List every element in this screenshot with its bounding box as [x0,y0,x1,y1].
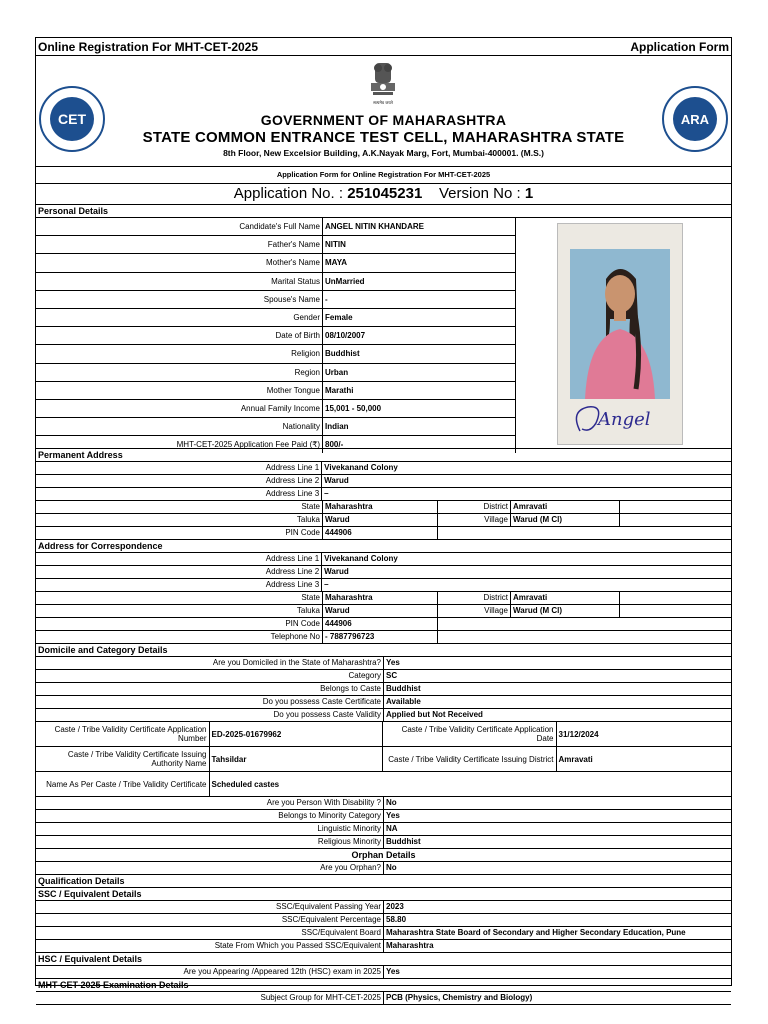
personal-row [36,236,516,254]
domicile-label: Are you Domiciled in the State of Maharashtra? [36,657,384,669]
personal-row [36,418,516,436]
personal-row [36,254,516,272]
personal-label: Father's Name [36,236,323,253]
domicile-value: Buddhist [386,684,421,693]
ssc-row [36,940,731,953]
ssc-label: State From Which you Passed SSC/Equivalent [36,940,384,952]
ssc-row [36,901,731,914]
candidate-signature [566,399,676,443]
signature-text: Angel [598,409,651,430]
personal-value: Indian [323,418,516,435]
minority-rows [36,797,731,849]
personal-value: UnMarried [323,273,516,290]
hsc-rows [36,966,731,979]
personal-row [36,309,516,327]
perm-taluka-row: Taluka Warud Village Warud (M Cl) [36,514,731,527]
ssc-value: 2023 [386,902,404,911]
correspondence-heading: Address for Correspondence [36,540,731,553]
caste-validity-name-row: Name As Per Caste / Tribe Validity Certificate Scheduled castes [36,772,731,797]
minority-value: NA [386,824,398,833]
ssc-rows [36,901,731,953]
personal-row [36,327,516,345]
personal-row [36,273,516,291]
government-title: GOVERNMENT OF MAHARASHTRA [260,112,507,128]
form-type: Application Form [630,39,729,54]
exam-row [36,992,731,1005]
domicile-label: Belongs to Caste [36,683,384,695]
permanent-address-heading: Permanent Address [36,449,731,462]
personal-value: 800/- [323,436,516,453]
domicile-label: Do you possess Caste Validity [36,709,384,721]
national-emblem-icon [365,59,401,111]
personal-label: Annual Family Income [36,400,323,417]
personal-row [36,364,516,382]
cell-address: 8th Floor, New Excelsior Building, A.K.Nayak Marg, Fort, Mumbai-400001. (M.S.) [223,148,544,158]
corr-state-row: State Maharashtra District Amravati [36,592,731,605]
corr-line3: Address Line 3 – [36,579,731,592]
ara-logo-text: ARA [680,112,710,127]
minority-label: Religious Minority [36,836,384,848]
domicile-row [36,696,731,709]
registration-title: Online Registration For MHT-CET-2025 [38,39,259,54]
caste-validity-authority-row: Caste / Tribe Validity Certificate Issuing Authority Name Tahsildar Caste / Tribe Validity Certificate Issuing District Amravati [36,747,731,772]
personal-row [36,218,516,236]
emblem-caption: सत्यमेव जयते [373,100,393,105]
hsc-row [36,966,731,979]
minority-row [36,823,731,836]
personal-value: Urban [323,364,516,381]
photo-box [557,223,683,445]
cet-logo-text: CET [58,111,86,127]
personal-value: 15,001 - 50,000 [323,400,516,417]
orphan-row: Are you Orphan? No [36,862,731,875]
ssc-value: Maharashtra [386,941,434,950]
personal-details-heading: Personal Details [36,205,731,218]
personal-value: Female [323,309,516,326]
corr-line1: Address Line 1 Vivekanand Colony [36,553,731,566]
personal-value: 08/10/2007 [323,327,516,344]
app-no-value: 251045231 [347,185,423,202]
domicile-heading: Domicile and Category Details [36,644,731,657]
qualification-heading: Qualification Details [36,875,731,888]
ssc-label: SSC/Equivalent Passing Year [36,901,384,913]
personal-label: Candidate's Full Name [36,218,323,235]
perm-line3: Address Line 3 – [36,488,731,501]
domicile-value: Applied but Not Received [386,710,483,719]
ssc-value: 58.80 [386,915,407,924]
personal-label: Religion [36,345,323,362]
version-value: 1 [524,185,534,202]
domicile-value: Available [386,697,421,706]
hsc-label: Are you Appearing /Appeared 12th (HSC) exam in 2025 [36,966,384,978]
corr-line2: Address Line 2 Warud [36,566,731,579]
personal-label: Marital Status [36,273,323,290]
corr-taluka-row: Taluka Warud Village Warud (M Cl) [36,605,731,618]
personal-label: Region [36,364,323,381]
domicile-row [36,657,731,670]
personal-label: Mother Tongue [36,382,323,399]
personal-value: ANGEL NITIN KHANDARE [323,218,516,235]
top-bar [36,38,731,56]
exam-heading: MHT-CET-2025 Examination Details [36,979,731,992]
domicile-row [36,670,731,683]
cell-title: STATE COMMON ENTRANCE TEST CELL, MAHARASHTRA STATE [142,129,625,146]
personal-row [36,382,516,400]
application-number-bar [36,184,731,205]
personal-value: MAYA [323,254,516,271]
app-no-label: Application No. : [233,185,344,202]
personal-row [36,436,516,453]
ssc-row [36,927,731,940]
personal-row [36,345,516,363]
exam-value: PCB (Physics, Chemistry and Biology) [386,993,533,1002]
ssc-row [36,914,731,927]
personal-value: Buddhist [323,345,516,362]
personal-row [36,291,516,309]
minority-row [36,797,731,810]
personal-value: Marathi [323,382,516,399]
domicile-rows [36,657,731,722]
personal-label: MHT-CET-2025 Application Fee Paid (₹) [36,436,323,453]
ssc-label: SSC/Equivalent Percentage [36,914,384,926]
perm-pin-row: PIN Code 444906 [36,527,731,540]
ssc-label: SSC/Equivalent Board [36,927,384,939]
form-line: Application Form for Online Registration For MHT-CET-2025 [36,167,731,184]
domicile-label: Do you possess Caste Certificate [36,696,384,708]
minority-row [36,836,731,849]
personal-value: - [323,291,516,308]
exam-label: Subject Group for MHT-CET-2025 [36,992,384,1004]
domicile-value: SC [386,671,398,680]
perm-line1: Address Line 1 Vivekanand Colony [36,462,731,475]
minority-value: Buddhist [386,837,421,846]
corr-tel-row: Telephone No - 7887796723 [36,631,731,644]
minority-label: Belongs to Minority Category [36,810,384,822]
ssc-value: Maharashtra State Board of Secondary and Higher Secondary Education, Pune [386,928,686,937]
exam-rows [36,992,731,1005]
minority-label: Are you Person With Disability ? [36,797,384,809]
domicile-row [36,709,731,722]
minority-label: Linguistic Minority [36,823,384,835]
personal-label: Gender [36,309,323,326]
caste-validity-app-row: Caste / Tribe Validity Certificate Application Number ED-2025-01679962 Caste / Tribe Validity Certificate Application Date 31/12/2024 [36,722,731,747]
personal-row [36,400,516,418]
version-label: Version No : [438,185,521,202]
personal-details [36,218,731,449]
personal-label: Date of Birth [36,327,323,344]
perm-state-row: State Maharashtra District Amravati [36,501,731,514]
domicile-row [36,683,731,696]
hsc-value: Yes [386,967,400,976]
personal-label: Spouse's Name [36,291,323,308]
minority-value: No [386,798,397,807]
personal-label: Mother's Name [36,254,323,271]
minority-value: Yes [386,811,400,820]
personal-label: Nationality [36,418,323,435]
minority-row [36,810,731,823]
form-header [36,56,731,167]
application-form [35,37,732,1002]
personal-rows [36,218,516,453]
ssc-heading: SSC / Equivalent Details [36,888,731,901]
hsc-heading: HSC / Equivalent Details [36,953,731,966]
domicile-label: Category [36,670,384,682]
domicile-value: Yes [386,658,400,667]
candidate-photo [570,249,670,399]
personal-value: NITIN [323,236,516,253]
perm-line2: Address Line 2 Warud [36,475,731,488]
ara-logo [662,86,728,152]
orphan-heading: Orphan Details [36,849,731,862]
corr-pin-row: PIN Code 444906 [36,618,731,631]
